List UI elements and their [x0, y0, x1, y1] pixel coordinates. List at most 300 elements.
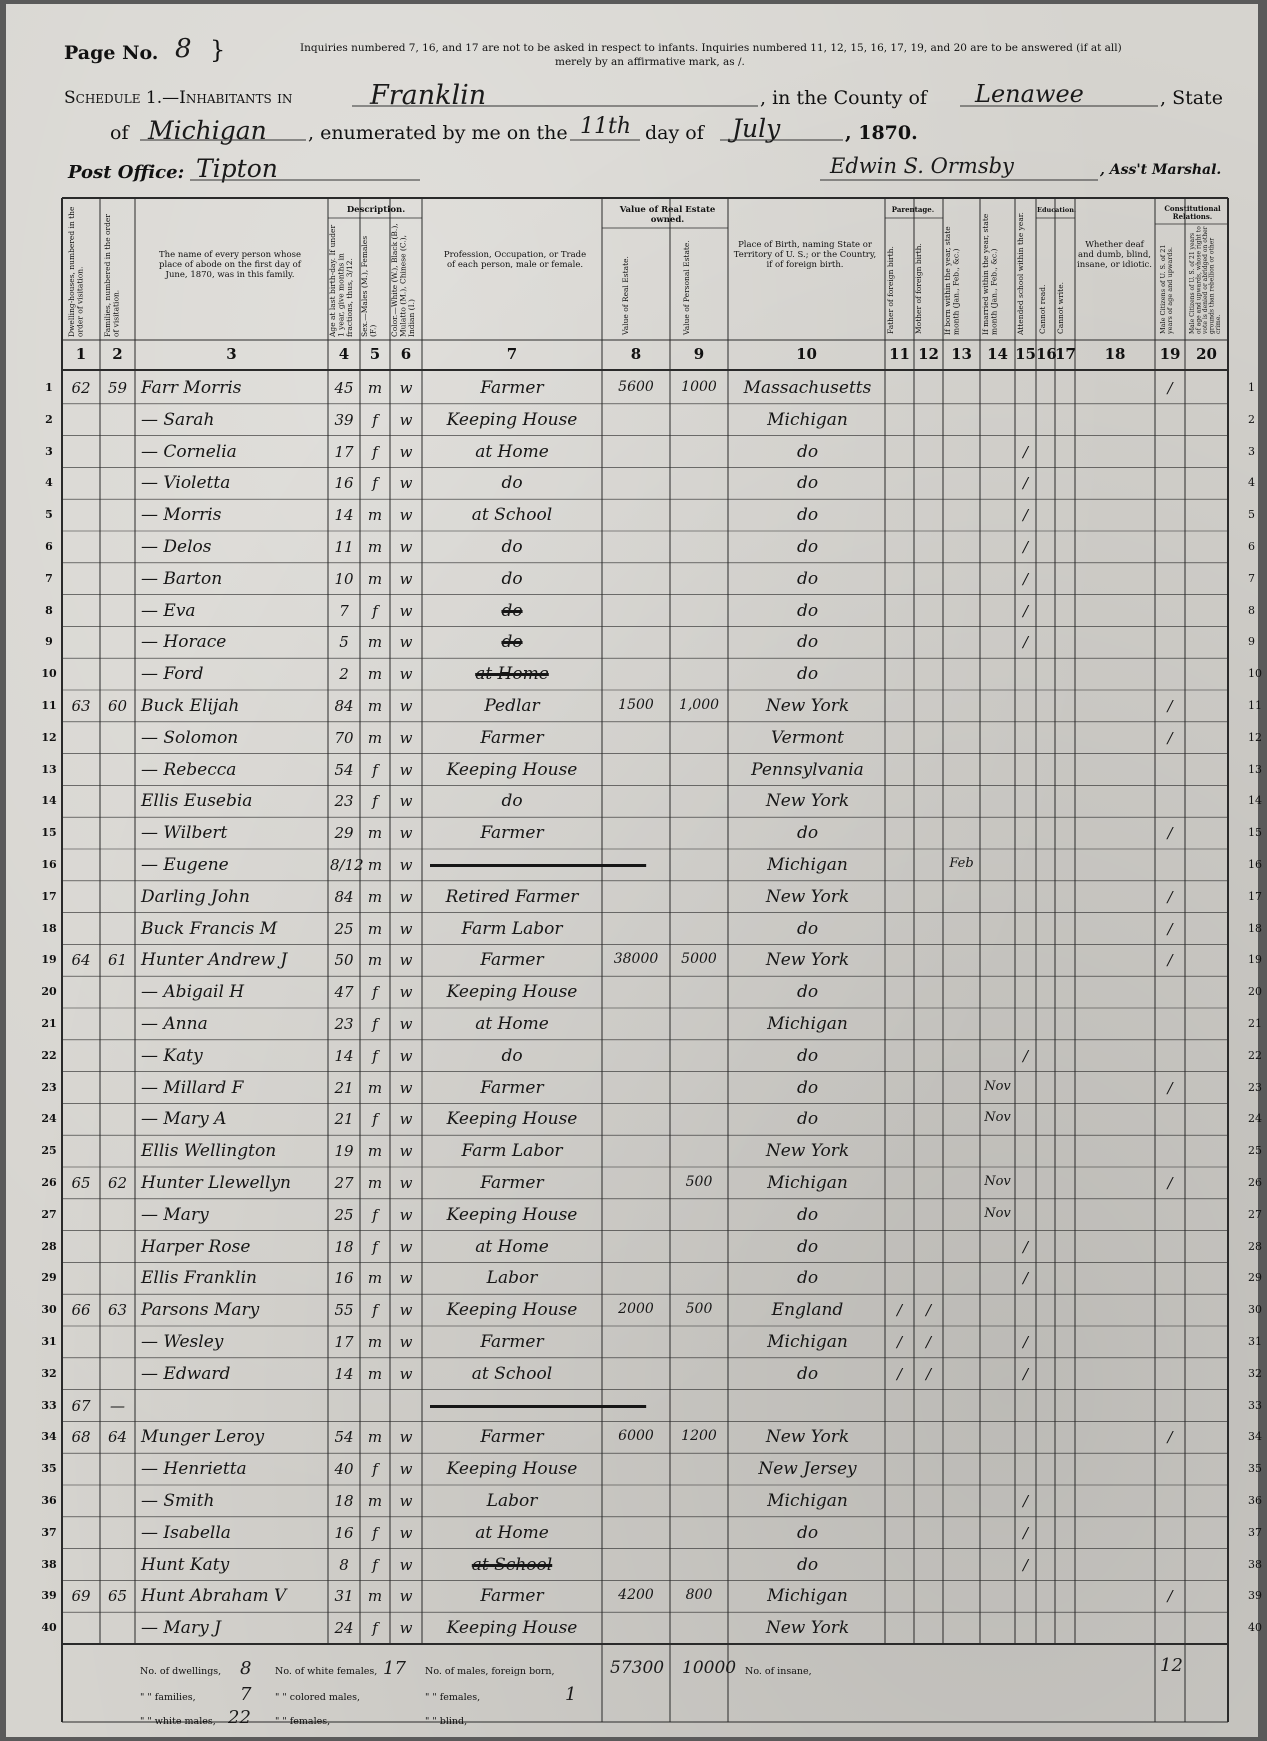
age: 14	[334, 1364, 354, 1383]
occupation	[430, 855, 594, 875]
footer-dwellings: 8	[240, 1658, 252, 1679]
sex: f	[372, 601, 378, 620]
sex: f	[372, 1237, 378, 1256]
person-name: Darling John	[141, 886, 250, 907]
row-number-right: 11	[1248, 699, 1262, 712]
sex: f	[372, 1205, 378, 1224]
header-occupation: Profession, Occupation, or Trade of each person, male or female.	[443, 250, 587, 270]
color: w	[399, 1174, 413, 1192]
notice-line-1: Inquiries numbered 7, 16, and 17 are not to be asked in respect to infants. Inquiries numbered 11, 12, 15, 16, 17, 19, and 20 are to be answered (if at all)	[300, 42, 1122, 54]
age: 23	[334, 792, 354, 811]
color: w	[399, 951, 413, 970]
row-number-right: 40	[1248, 1621, 1262, 1635]
personal-estate-value: 500	[685, 1301, 713, 1318]
age: 5	[339, 633, 349, 652]
birthplace: Pennsylvania	[751, 759, 864, 780]
person-name: Farr Morris	[141, 378, 242, 398]
color: w	[399, 569, 413, 588]
row-number: 28	[41, 1239, 57, 1253]
header-male-citizens: Male Citizens of U. S. of 21 years of age and upwards.	[1159, 244, 1174, 334]
birthplace: do	[796, 1363, 819, 1384]
age: 84	[334, 697, 354, 715]
person-name: — Wilbert	[141, 823, 228, 844]
sex: f	[372, 792, 378, 811]
row-number-right: 30	[1248, 1303, 1262, 1317]
sex: f	[372, 1046, 378, 1065]
footer-white-males: 22	[228, 1707, 251, 1728]
person-name: Ellis Wellington	[141, 1141, 277, 1162]
row-number: 39	[41, 1589, 57, 1603]
birthplace: do	[796, 1236, 819, 1257]
age: 23	[334, 1015, 354, 1033]
citizen-mark: /	[1167, 1174, 1173, 1192]
sex: m	[367, 665, 383, 684]
row-number-right: 35	[1248, 1462, 1262, 1476]
row-number-right: 23	[1248, 1080, 1262, 1094]
age: 24	[334, 1619, 354, 1638]
row-number-right: 6	[1248, 540, 1255, 553]
family-number: 59	[107, 379, 128, 397]
sex: m	[367, 633, 383, 652]
enumerated-label: , enumerated by me on the	[308, 122, 568, 144]
row-number-right: 5	[1248, 508, 1255, 522]
sex: f	[372, 442, 378, 461]
sex: m	[367, 1078, 383, 1097]
family-number: 62	[107, 1174, 128, 1192]
occupation: Labor	[486, 1268, 538, 1289]
row-number-right: 1	[1248, 381, 1255, 394]
column-number: 17	[1055, 345, 1076, 363]
birthplace: New York	[765, 950, 850, 971]
real-estate-value: 4200	[618, 1587, 654, 1604]
school-mark: /	[1022, 1237, 1029, 1256]
header-dwelling: Dwelling-houses, numbered in the order of visitation.	[67, 206, 85, 337]
married-within-year: Nov	[984, 1078, 1011, 1094]
occupation: at Home	[475, 1014, 549, 1034]
father-foreign-mark: /	[896, 1301, 903, 1320]
school-mark: /	[1022, 1492, 1029, 1510]
sex: m	[367, 379, 383, 397]
row-number: 31	[41, 1335, 57, 1348]
row-number-right: 2	[1248, 412, 1255, 426]
person-name: — Wesley	[141, 1332, 224, 1352]
school-mark: /	[1022, 569, 1029, 588]
birthplace: do	[796, 537, 819, 557]
person-name: — Delos	[141, 537, 212, 557]
schedule-label: Schedule 1.—Inhabitants in	[64, 88, 293, 108]
occupation: Keeping House	[446, 1618, 578, 1639]
occupation: do	[501, 537, 523, 557]
person-name: — Katy	[141, 1045, 203, 1066]
person-name: — Mary J	[141, 1618, 221, 1639]
sex: m	[367, 538, 383, 556]
row-number-right: 24	[1248, 1112, 1262, 1126]
occupation: Keeping House	[446, 1109, 578, 1130]
birthplace: Vermont	[770, 727, 845, 748]
footer-foreign-males-label: No. of males, foreign born,	[425, 1666, 555, 1677]
footer-colored-males-label: " " colored males,	[275, 1692, 361, 1703]
school-mark: /	[1022, 474, 1029, 493]
dwelling-number: 63	[71, 697, 91, 715]
family-number: 60	[107, 697, 128, 715]
footer-personal-estate-total: 10000	[682, 1658, 737, 1678]
sex: f	[372, 1460, 378, 1479]
birthplace: do	[796, 918, 819, 939]
age: 16	[334, 474, 354, 493]
age: 39	[334, 410, 354, 429]
column-number: 19	[1159, 345, 1181, 363]
birthplace: New York	[765, 1618, 850, 1639]
color: w	[399, 983, 413, 1002]
occupation: Retired Farmer	[445, 886, 579, 907]
row-number-right: 10	[1248, 667, 1262, 681]
person-name: — Mary	[141, 1204, 209, 1225]
age: 16	[334, 1269, 354, 1288]
sex: f	[372, 1619, 378, 1638]
citizen-mark: /	[1167, 1587, 1173, 1606]
person-name: — Isabella	[141, 1522, 231, 1543]
occupation: Farmer	[480, 1332, 544, 1352]
school-mark: /	[1022, 1523, 1029, 1542]
school-mark: /	[1022, 601, 1029, 620]
row-number: 38	[41, 1557, 57, 1571]
occupation: at School	[471, 1554, 553, 1575]
mother-foreign-mark: /	[925, 1364, 932, 1383]
row-number: 8	[45, 603, 53, 617]
header-birthplace: Place of Birth, naming State or Territory of U. S.; or the Country, if of foreign birth.	[733, 240, 877, 270]
sex: m	[367, 887, 383, 906]
row-number: 2	[45, 412, 53, 426]
family-number: 61	[107, 951, 128, 970]
header-sex: Sex.—Males (M.), Females (F.)	[360, 235, 378, 337]
sex: f	[372, 983, 378, 1002]
age: 7	[339, 601, 349, 620]
state-value: Michigan	[148, 116, 267, 145]
school-mark: /	[1022, 1046, 1029, 1065]
sex: m	[367, 506, 383, 525]
day-value: 11th	[580, 114, 632, 139]
person-name: Hunt Abraham V	[141, 1586, 287, 1607]
color: w	[399, 824, 413, 843]
footer-white-females-label: No. of white females,	[275, 1666, 378, 1677]
footer-c19-total: 12	[1160, 1655, 1183, 1676]
color: w	[399, 1269, 413, 1288]
column-number: 10	[796, 345, 817, 363]
person-name: Ellis Eusebia	[141, 791, 253, 812]
occupation: Keeping House	[446, 982, 578, 1003]
column-number: 12	[918, 345, 939, 363]
row-number: 35	[41, 1462, 57, 1476]
age: 8/12	[330, 856, 364, 874]
header-color: Color.—White (W.), Black (B.), Mulatto (M.), Chinese (C.), Indian (I.)	[390, 223, 416, 337]
color: w	[399, 1078, 413, 1097]
header-deaf-blind: Whether deaf and dumb, blind, insane, or idiotic.	[1077, 240, 1153, 270]
person-name: — Sarah	[141, 409, 215, 430]
age: 2	[339, 665, 349, 684]
color: w	[399, 601, 413, 620]
color: w	[399, 1555, 413, 1574]
column-number: 14	[987, 345, 1008, 363]
occupation: at Home	[475, 441, 549, 462]
sex: m	[367, 856, 383, 874]
age: 70	[334, 728, 354, 747]
row-number-right: 15	[1248, 826, 1262, 840]
row-number-right: 29	[1248, 1271, 1262, 1285]
color: w	[399, 506, 413, 525]
father-foreign-mark: /	[896, 1333, 903, 1351]
color: w	[399, 728, 413, 747]
column-number: 4	[338, 345, 350, 363]
school-mark: /	[1022, 1364, 1029, 1383]
row-number-right: 7	[1248, 571, 1255, 585]
row-number: 20	[41, 985, 57, 999]
header-mother-foreign: Mother of foreign birth.	[914, 243, 923, 334]
row-number: 40	[41, 1621, 57, 1635]
dwelling-number: 65	[71, 1174, 91, 1192]
color: w	[399, 1333, 413, 1351]
row-number-right: 3	[1248, 444, 1255, 458]
occupation: Farmer	[480, 727, 544, 748]
age: 27	[334, 1174, 354, 1192]
row-number-right: 26	[1248, 1176, 1262, 1189]
color: w	[399, 474, 413, 493]
birthplace: New York	[765, 1141, 850, 1162]
color: w	[399, 792, 413, 811]
year-label: , 1870.	[845, 122, 918, 144]
sex: m	[367, 1269, 383, 1288]
birthplace: do	[796, 632, 819, 653]
birthplace: do	[796, 1077, 819, 1098]
occupation: Farm Labor	[461, 918, 563, 939]
real-estate-value: 6000	[618, 1428, 654, 1445]
age: 21	[334, 1078, 354, 1097]
occupation: Farmer	[480, 950, 544, 971]
person-name: Hunter Andrew J	[141, 950, 288, 971]
age: 11	[334, 538, 354, 556]
row-number-right: 20	[1248, 985, 1262, 999]
age: 21	[334, 1110, 354, 1129]
row-number-right: 9	[1248, 635, 1255, 649]
occupation: Pedlar	[484, 696, 540, 716]
school-mark: /	[1022, 1333, 1029, 1351]
color: w	[399, 633, 413, 652]
header-description: Description.	[346, 205, 406, 215]
row-number: 12	[41, 730, 57, 744]
sex: m	[367, 1364, 383, 1383]
header-father-foreign: Father of foreign birth.	[886, 246, 895, 334]
row-number: 18	[41, 921, 57, 935]
person-name: — Abigail H	[141, 982, 245, 1003]
real-estate-value: 5600	[618, 379, 654, 395]
personal-estate-value: 1,000	[678, 697, 720, 713]
person-name: Hunt Katy	[141, 1554, 230, 1575]
row-number: 37	[41, 1525, 57, 1539]
column-number: 7	[506, 345, 518, 363]
sex: m	[367, 1333, 383, 1351]
school-mark: /	[1022, 442, 1029, 461]
birthplace: Michigan	[767, 855, 848, 875]
birthplace: do	[796, 473, 819, 494]
occupation: do	[501, 473, 523, 494]
age: 14	[334, 506, 354, 525]
birthplace: New York	[765, 791, 850, 812]
age: 14	[334, 1046, 354, 1065]
color: w	[399, 1237, 413, 1256]
citizen-mark: /	[1167, 887, 1173, 906]
color: w	[399, 856, 413, 874]
family-number: 63	[107, 1301, 128, 1320]
occupation: Farmer	[480, 1586, 544, 1607]
occupation	[430, 1396, 594, 1416]
occupation: Labor	[486, 1491, 538, 1511]
county-value: Lenawee	[975, 80, 1084, 108]
marshal-label: , Ass't Marshal.	[1100, 162, 1222, 178]
person-name: — Eva	[141, 600, 196, 621]
row-number: 21	[41, 1017, 57, 1030]
citizen-mark: /	[1167, 1078, 1173, 1097]
post-office-label: Post Office:	[68, 162, 185, 183]
citizen-mark: /	[1167, 1428, 1173, 1447]
occupation: at Home	[475, 1236, 549, 1257]
row-number-right: 38	[1248, 1557, 1262, 1571]
row-number-right: 19	[1248, 953, 1262, 967]
column-number: 16	[1036, 345, 1057, 363]
person-name: — Edward	[141, 1363, 231, 1384]
sex: f	[372, 1555, 378, 1574]
marshal-signature: Edwin S. Ormsby	[830, 154, 1014, 178]
dwelling-number: 69	[71, 1587, 91, 1606]
column-number: 8	[630, 345, 642, 363]
column-number: 5	[369, 345, 381, 363]
person-name: — Eugene	[141, 855, 229, 875]
person-name: — Barton	[141, 568, 223, 589]
birthplace: do	[796, 568, 819, 589]
row-number: 11	[41, 699, 57, 712]
citizen-mark: /	[1167, 379, 1173, 397]
header-personal-estate: Value of Personal Estate.	[682, 240, 691, 335]
school-mark: /	[1022, 1269, 1029, 1288]
person-name: Buck Francis M	[141, 918, 278, 939]
birthplace: New York	[765, 886, 850, 907]
row-number: 30	[41, 1303, 57, 1317]
person-name: — Mary A	[141, 1109, 227, 1130]
sex: m	[367, 1587, 383, 1606]
birthplace: do	[796, 664, 819, 685]
birthplace: do	[796, 1045, 819, 1066]
birthplace: New York	[765, 696, 850, 716]
row-number: 4	[45, 476, 53, 490]
header-born-within-year: If born within the year, state month (Jan., Feb., &c.)	[943, 226, 961, 335]
color: w	[399, 1460, 413, 1479]
occupation: do	[501, 600, 523, 621]
occupation: Keeping House	[446, 1300, 578, 1321]
age: 18	[334, 1237, 354, 1256]
birthplace: do	[796, 823, 819, 844]
real-estate-value: 1500	[618, 697, 654, 713]
color: w	[399, 442, 413, 461]
occupation: at School	[471, 1363, 553, 1384]
person-name: — Violetta	[141, 473, 231, 494]
footer-foreign-females-label: " " females,	[425, 1692, 481, 1703]
age: 40	[334, 1460, 354, 1479]
column-number: 1	[75, 345, 87, 363]
footer-white-males-label: " " white males,	[140, 1716, 216, 1727]
birthplace: Michigan	[767, 1173, 848, 1193]
row-number: 19	[41, 953, 57, 967]
born-within-year: Feb	[949, 856, 974, 871]
row-number: 14	[41, 794, 57, 808]
row-number: 3	[45, 444, 53, 458]
column-number: 15	[1015, 345, 1036, 363]
personal-estate-value: 5000	[681, 951, 717, 968]
row-number: 25	[41, 1144, 57, 1158]
row-number-right: 8	[1248, 603, 1255, 617]
married-within-year: Nov	[984, 1205, 1011, 1221]
sex: f	[372, 1015, 378, 1033]
birthplace: England	[771, 1300, 844, 1321]
row-number-right: 16	[1248, 858, 1262, 871]
married-within-year: Nov	[984, 1110, 1011, 1126]
day-of-label: day of	[645, 122, 704, 144]
age: 50	[334, 951, 354, 970]
header-married-within-year: If married within the year, state month (Jan., Feb., &c.)	[981, 213, 999, 335]
age: 16	[334, 1523, 354, 1542]
footer-foreign-females: 1	[565, 1684, 577, 1705]
birthplace: New York	[765, 1427, 850, 1448]
row-number-right: 31	[1248, 1335, 1262, 1348]
row-number-right: 34	[1248, 1430, 1262, 1444]
birthplace: New Jersey	[758, 1459, 857, 1480]
age: 54	[334, 1428, 354, 1447]
month-value: July	[732, 114, 781, 143]
occupation: Farmer	[480, 1427, 544, 1448]
footer-females-label: " " females,	[275, 1716, 331, 1727]
row-number-right: 12	[1248, 730, 1262, 744]
occupation: Farm Labor	[461, 1141, 563, 1162]
age: 31	[334, 1587, 354, 1606]
birthplace: do	[796, 1522, 819, 1543]
citizen-mark: /	[1167, 728, 1173, 747]
header-age: Age at last birth-day. If under 1 year, give months in fractions, thus, 3/12.	[328, 224, 354, 337]
header-education: Education.	[1037, 206, 1077, 214]
citizen-mark: /	[1167, 824, 1173, 843]
row-number-right: 4	[1248, 476, 1255, 490]
color: w	[399, 1142, 413, 1161]
age: 47	[334, 983, 354, 1002]
age: 19	[334, 1142, 354, 1161]
color: w	[399, 1492, 413, 1510]
column-number: 2	[112, 345, 123, 363]
occupation: at School	[471, 505, 553, 526]
row-number-right: 13	[1248, 762, 1262, 776]
header-vote-denied: Male Citizens of U. S. of 21 years of age and upwards, whose right to vote is denied or abridged on other grounds than rebellion or other crime.	[1189, 226, 1222, 334]
header-parentage: Parentage.	[891, 205, 935, 214]
row-number: 16	[41, 858, 57, 871]
birthplace: do	[796, 1204, 819, 1225]
row-number: 13	[41, 762, 57, 776]
occupation: Farmer	[480, 823, 544, 844]
row-number: 9	[45, 635, 53, 649]
color: w	[399, 697, 413, 715]
age: 55	[334, 1301, 354, 1320]
row-number: 33	[41, 1398, 57, 1412]
page-brace: }	[210, 36, 226, 64]
occupation: Keeping House	[446, 1204, 578, 1225]
birthplace: Massachusetts	[743, 378, 872, 398]
row-number: 36	[41, 1494, 57, 1507]
sex: m	[367, 951, 383, 970]
color: w	[399, 1301, 413, 1320]
